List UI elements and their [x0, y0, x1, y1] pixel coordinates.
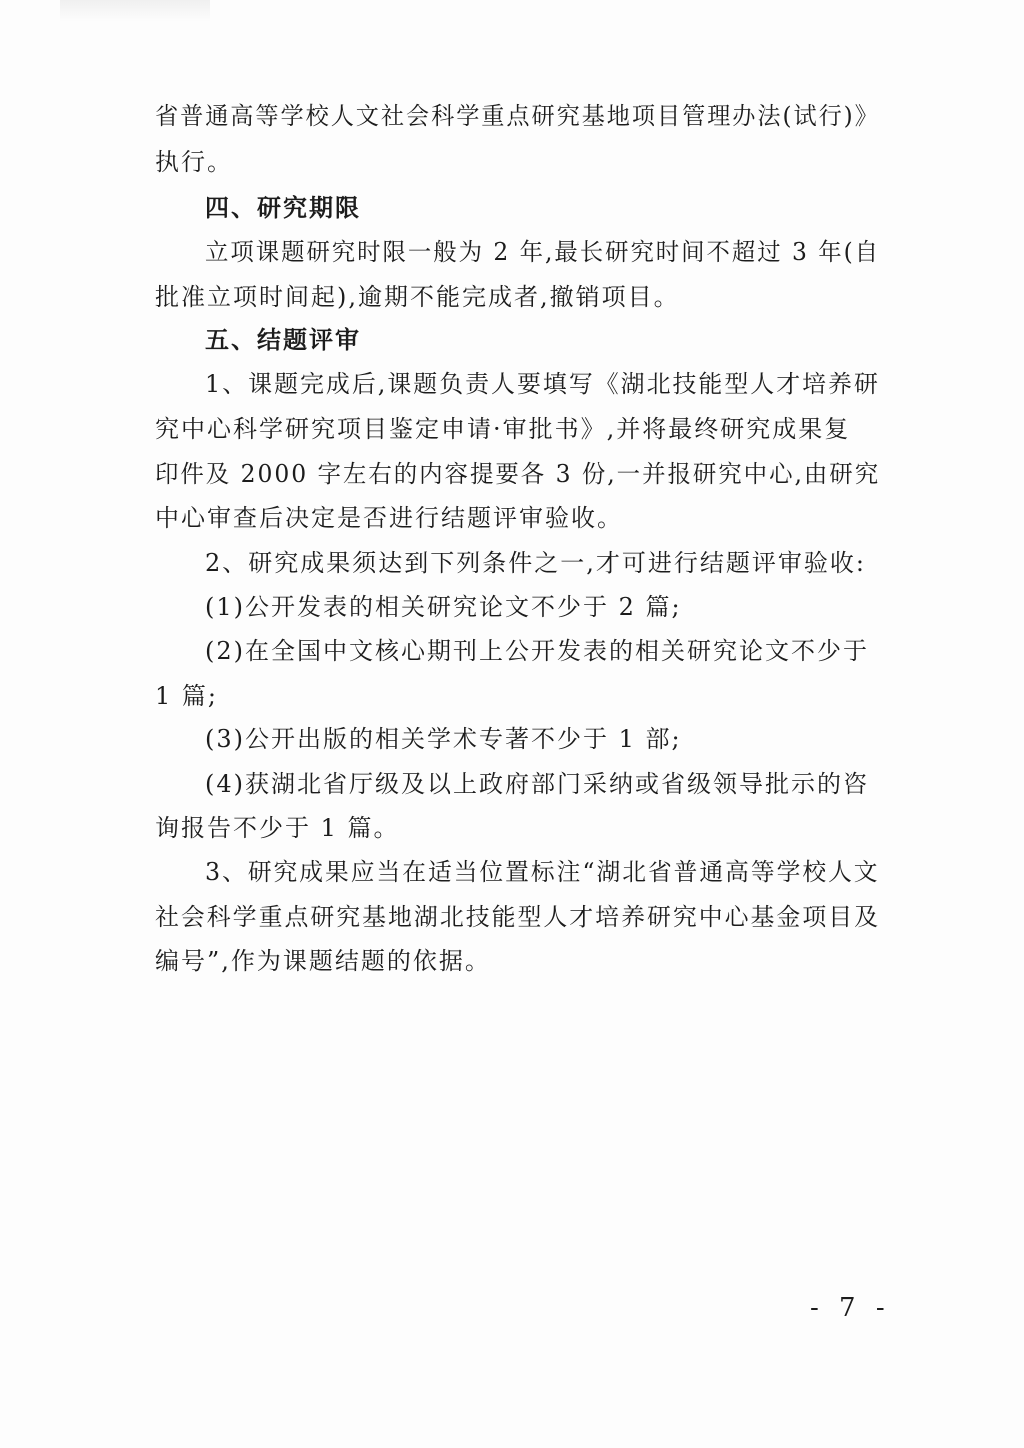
text-line: 询报告不少于 1 篇。: [155, 814, 400, 842]
list-item-condition-4: (4)获湖北省厅级及以上政府部门采纳或省级领导批示的咨: [205, 770, 869, 798]
section-heading-final-review: 五、结题评审: [205, 326, 361, 354]
text-line: 立项课题研究时限一般为 2 年,最长研究时间不超过 3 年(自: [205, 238, 881, 266]
text-line: 究中心科学研究项目鉴定申请·审批书》,并将最终研究成果复: [155, 415, 851, 443]
page-number: - 7 -: [810, 1293, 891, 1323]
text-line: 社会科学重点研究基地湖北技能型人才培养研究中心基金项目及: [155, 903, 880, 931]
text-line: 省普通高等学校人文社会科学重点研究基地项目管理办法(试行)》: [155, 102, 880, 130]
scan-smudge: [60, 0, 210, 22]
text-line: 1 篇;: [155, 682, 218, 710]
text-line: 2、研究成果须达到下列条件之一,才可进行结题评审验收:: [205, 549, 866, 577]
text-line: 印件及 2000 字左右的内容提要各 3 份,一并报研究中心,由研究: [155, 460, 881, 488]
list-item-condition-1: (1)公开发表的相关研究论文不少于 2 篇;: [205, 593, 682, 621]
text-line: 执行。: [155, 148, 233, 176]
text-line: 3、研究成果应当在适当位置标注“湖北省普通高等学校人文: [205, 858, 880, 886]
list-item-condition-3: (3)公开出版的相关学术专著不少于 1 部;: [205, 725, 682, 753]
text-line: 1、课题完成后,课题负责人要填写《湖北技能型人才培养研: [205, 370, 880, 398]
section-heading-research-period: 四、研究期限: [205, 194, 361, 222]
text-line: 批准立项时间起),逾期不能完成者,撤销项目。: [155, 283, 680, 311]
list-item-condition-2: (2)在全国中文核心期刊上公开发表的相关研究论文不少于: [205, 637, 869, 665]
text-line: 编号”,作为课题结题的依据。: [155, 947, 491, 975]
text-line: 中心审查后决定是否进行结题评审验收。: [155, 504, 623, 532]
